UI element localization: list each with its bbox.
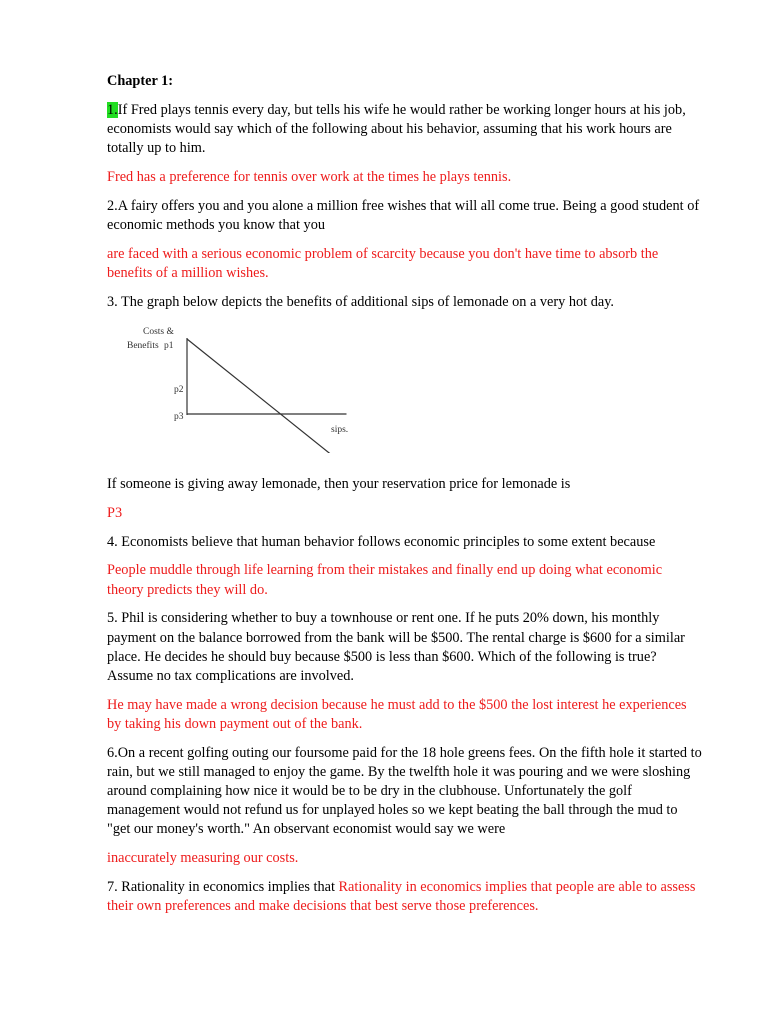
answer-6: inaccurately measuring our costs. [107,850,299,867]
chapter-heading: Chapter 1: [107,73,174,89]
answer-7: Rationality in economics implies that people are able to assess their own preferences and make decisions that best serve those preferences. [107,878,696,914]
question-1-number: 1. [107,102,118,118]
chart-benefit-line [187,339,332,453]
question-4: 4. Economists believe that human behavior follows economic principles to some extent because [107,533,656,550]
question-6: 6.On a recent golfing outing our foursome paid for the 18 hole greens fees. On the fifth hole it started to rain, but we still managed to enjoy the game. By the twelfth hole it was pouring and we were sloshing around complaining how nice it would be to be dry in the clubhouse. Unfortunately the golf management would not refund us for unplayed holes so we kept beating the ball through the mud to "get our money's worth." An observant economist would say we were [107,744,702,838]
document-page [107,72,702,926]
chart-ytick-p2: p2 [174,385,184,396]
chart-ytick-p1: p1 [164,341,174,352]
answer-4: People muddle through life learning from their mistakes and finally end up doing what economic theory predicts they will do. [107,562,663,598]
chart-ytick-p3: p3 [174,412,184,423]
question-7-text: 7. Rationality in economics implies that [107,878,339,895]
chart-xlabel: sips. [331,425,349,436]
lemonade-chart [117,321,357,453]
question-5: 5. Phil is considering whether to buy a townhouse or rent one. If he puts 20% down, his monthly payment on the balance borrowed from the bank will be $500. The rental charge is $600 for a similar place. He decides he should buy because $500 is less than $600. Which of the following is true? Assume no tax complications are involved. [107,610,685,684]
question-3-followup: If someone is giving away lemonade, then your reservation price for lemonade is [107,476,571,493]
question-2: 2.A fairy offers you and you alone a million free wishes that will all come true. Being a good student of economic methods you know that you [107,197,700,234]
chart-ylabel-line1: Costs & [143,327,174,338]
answer-2: are faced with a serious economic problem of scarcity because you don't have time to absorb the benefits of a million wishes. [107,245,659,281]
lemonade-chart-svg [117,321,357,453]
question-7 [107,878,702,916]
answer-1: Fred has a preference for tennis over work at the times he plays tennis. [107,169,512,186]
chart-ylabel-line2: Benefits [127,341,159,352]
question-1 [107,101,702,159]
answer-5: He may have made a wrong decision because he must add to the $500 the lost interest he experiences by taking his down payment out of the bank. [107,696,687,732]
answer-3: P3 [107,505,123,522]
question-3: 3. The graph below depicts the benefits of additional sips of lemonade on a very hot day. [107,293,615,310]
question-1-text: If Fred plays tennis every day, but tells his wife he would rather be working longer hours at his job, economists would say which of the following about his behavior, assuming that his work hours are totally up to him. [107,102,686,157]
